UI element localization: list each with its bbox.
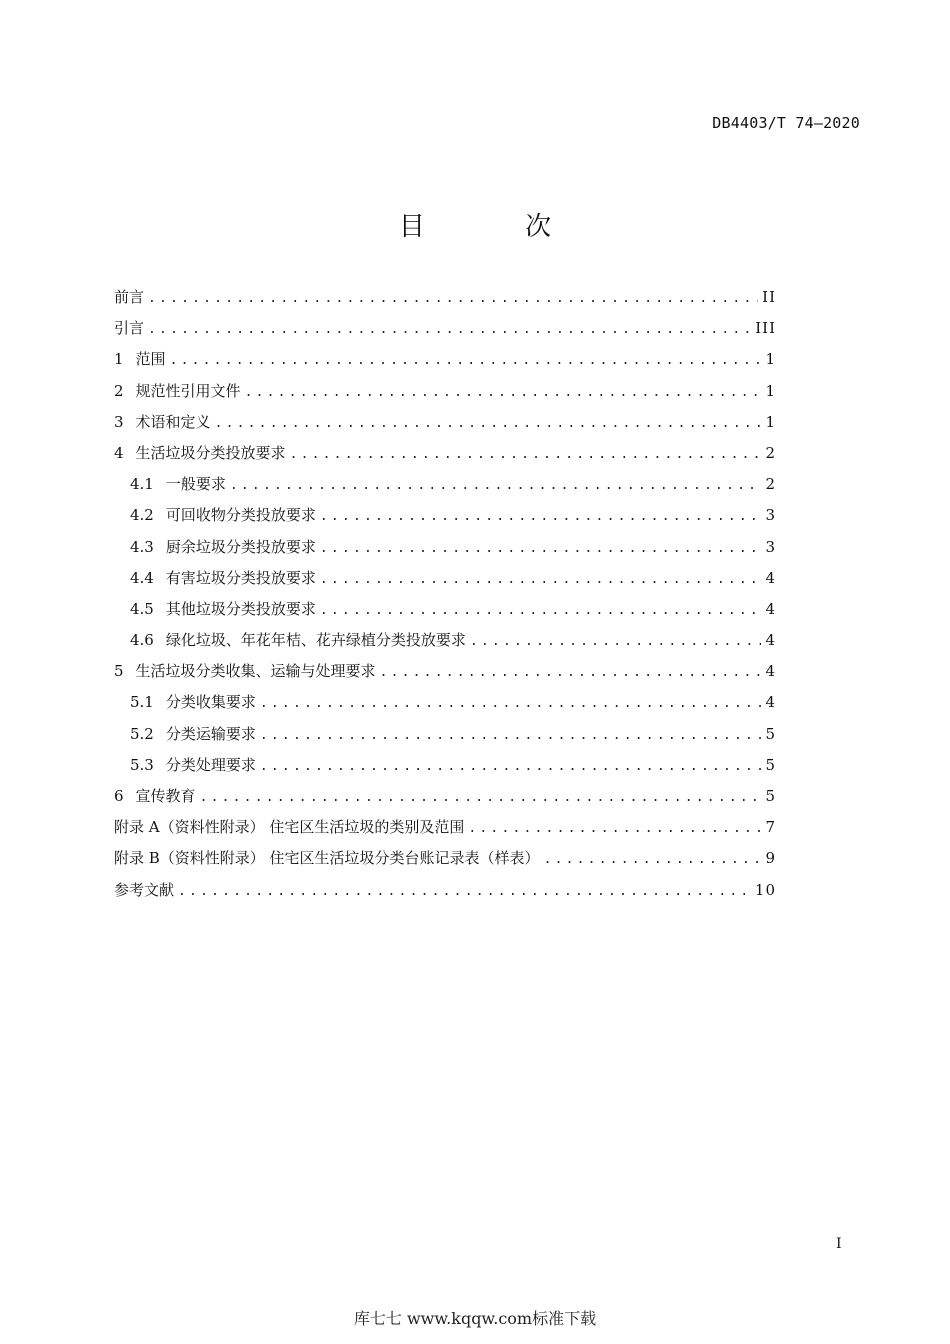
toc-entry-text: 分类处理要求: [165, 755, 256, 774]
toc-entry-number: 5.2: [130, 724, 154, 743]
toc-leader-dots: [230, 470, 762, 500]
toc-entry-number: 4.6: [130, 631, 154, 650]
toc-entry-label: [130, 687, 256, 718]
toc-entry-text: 引言: [114, 319, 145, 338]
toc-entry[interactable]: [114, 563, 776, 594]
toc-leader-dots: [380, 657, 762, 687]
toc-entry-label: [114, 656, 376, 687]
toc-entry-number: 4.2: [130, 506, 154, 525]
toc-entry-text: 术语和定义: [135, 412, 211, 431]
toc-entry[interactable]: [114, 376, 776, 407]
toc-entry-number: 5.3: [130, 755, 154, 774]
toc-entry-page: 4: [765, 662, 776, 681]
toc-entry-number: 5: [114, 662, 124, 681]
toc-entry[interactable]: [114, 812, 776, 843]
toc-entry-label: [114, 875, 174, 906]
toc-entry-text: 范围: [135, 350, 166, 369]
toc-entry-label: [130, 532, 316, 563]
toc-entry-number: 1: [114, 350, 124, 369]
toc-entry[interactable]: [114, 843, 776, 874]
toc-entry-label: [114, 376, 241, 407]
toc-entry-text: 有害垃圾分类投放要求: [165, 568, 316, 587]
toc-entry-page: 10: [754, 880, 776, 899]
toc-entry-number: 5.1: [130, 693, 154, 712]
toc-entry-page: 3: [765, 506, 776, 525]
toc-entry-text: 前言: [114, 288, 145, 306]
toc-entry-text: 其他垃圾分类投放要求: [165, 599, 316, 618]
toc-entry-label: [114, 407, 211, 438]
toc-entry-label: [130, 563, 316, 594]
toc-entry-label: [114, 438, 286, 469]
toc-leader-dots: [320, 595, 762, 625]
toc-entry-label: [114, 843, 540, 874]
toc-entry-text: 附录 A（资料性附录） 住宅区生活垃圾的类别及范围: [114, 818, 465, 837]
toc-entry-page: 2: [765, 475, 776, 494]
toc-entry-page: II: [762, 288, 776, 306]
toc-entry[interactable]: [114, 875, 776, 906]
toc-leader-dots: [468, 813, 761, 843]
toc-entry-number: 2: [114, 381, 124, 400]
toc-entry-page: 1: [765, 350, 776, 369]
toc-entry-text: 规范性引用文件: [135, 381, 241, 400]
toc-entry-page: III: [755, 319, 776, 338]
toc-entry-page: 5: [765, 724, 776, 743]
toc-entry-text: 可回收物分类投放要求: [165, 506, 316, 525]
page-title: 目 次: [398, 212, 598, 242]
toc-entry[interactable]: [114, 469, 776, 500]
toc-leader-dots: [148, 283, 758, 313]
toc-entry-text: 生活垃圾分类投放要求: [135, 443, 286, 462]
table-of-contents: [114, 282, 776, 906]
toc-entry-number: 6: [114, 787, 124, 805]
toc-entry-number: 4.3: [130, 537, 154, 556]
toc-entry-label: [114, 781, 196, 812]
toc-entry[interactable]: [114, 500, 776, 531]
toc-entry-number: 4: [114, 443, 124, 462]
toc-entry-label: [130, 750, 256, 781]
toc-entry-page: 3: [765, 537, 776, 556]
toc-entry-number: 3: [114, 412, 124, 431]
toc-entry-number: 4.5: [130, 599, 154, 618]
toc-entry-number: 4.1: [130, 475, 154, 494]
footer-watermark: 库七七 www.kqqw.com标准下载: [353, 1309, 597, 1328]
toc-entry-text: 分类收集要求: [165, 693, 256, 712]
toc-entry-text: 生活垃圾分类收集、运输与处理要求: [135, 662, 376, 681]
toc-leader-dots: [290, 439, 762, 469]
toc-entry[interactable]: [114, 750, 776, 781]
toc-entry[interactable]: [114, 687, 776, 718]
toc-entry-page: 5: [765, 787, 776, 805]
toc-entry-label: [130, 469, 226, 500]
toc-entry-page: 1: [765, 381, 776, 400]
toc-entry-page: 9: [765, 849, 776, 868]
toc-entry[interactable]: [114, 313, 776, 344]
toc-leader-dots: [544, 844, 762, 874]
toc-entry-label: [130, 500, 316, 531]
toc-entry-text: 厨余垃圾分类投放要求: [165, 537, 316, 556]
toc-entry-page: 1: [765, 412, 776, 431]
toc-entry[interactable]: [114, 719, 776, 750]
toc-entry-text: 一般要求: [165, 475, 226, 494]
toc-leader-dots: [200, 782, 762, 812]
toc-entry-text: 分类运输要求: [165, 724, 256, 743]
toc-entry-text: 附录 B（资料性附录） 住宅区生活垃圾分类台账记录表（样表）: [114, 849, 540, 868]
toc-entry-label: [114, 282, 144, 313]
toc-leader-dots: [260, 688, 762, 718]
toc-entry-page: 4: [765, 631, 776, 650]
toc-entry[interactable]: [114, 625, 776, 656]
toc-entry[interactable]: [114, 438, 776, 469]
toc-leader-dots: [215, 408, 762, 438]
toc-entry-label: [114, 812, 464, 843]
toc-entry-page: 4: [765, 568, 776, 587]
toc-entry-text: 宣传教育: [135, 787, 196, 805]
toc-entry-page: 5: [765, 755, 776, 774]
toc-leader-dots: [320, 533, 762, 563]
toc-entry[interactable]: [114, 282, 776, 313]
toc-entry-page: 4: [765, 599, 776, 618]
toc-leader-dots: [260, 720, 762, 750]
toc-entry-page: 7: [765, 818, 776, 837]
toc-leader-dots: [320, 501, 762, 531]
toc-entry-text: 绿化垃圾、年花年桔、花卉绿植分类投放要求: [165, 631, 466, 650]
toc-leader-dots: [170, 345, 762, 375]
toc-leader-dots: [245, 377, 762, 407]
toc-entry-label: [130, 719, 256, 750]
toc-entry-page: 2: [765, 443, 776, 462]
page-number: I: [836, 1236, 842, 1252]
toc-entry-text: 参考文献: [114, 880, 175, 899]
document-code: DB4403/T 74—2020: [712, 114, 860, 132]
toc-leader-dots: [470, 626, 762, 656]
toc-entry[interactable]: [114, 656, 776, 687]
toc-leader-dots: [178, 876, 751, 906]
toc-leader-dots: [320, 564, 762, 594]
toc-entry-label: [130, 594, 316, 625]
toc-entry[interactable]: [114, 781, 776, 812]
toc-entry[interactable]: [114, 532, 776, 563]
toc-entry-number: 4.4: [130, 568, 154, 587]
toc-entry-label: [130, 625, 466, 656]
toc-entry-page: 4: [765, 693, 776, 712]
toc-entry[interactable]: [114, 407, 776, 438]
toc-leader-dots: [148, 314, 751, 344]
toc-entry-label: [114, 344, 166, 375]
toc-leader-dots: [260, 751, 762, 781]
toc-entry[interactable]: [114, 594, 776, 625]
toc-entry[interactable]: [114, 344, 776, 375]
toc-entry-label: [114, 313, 144, 344]
